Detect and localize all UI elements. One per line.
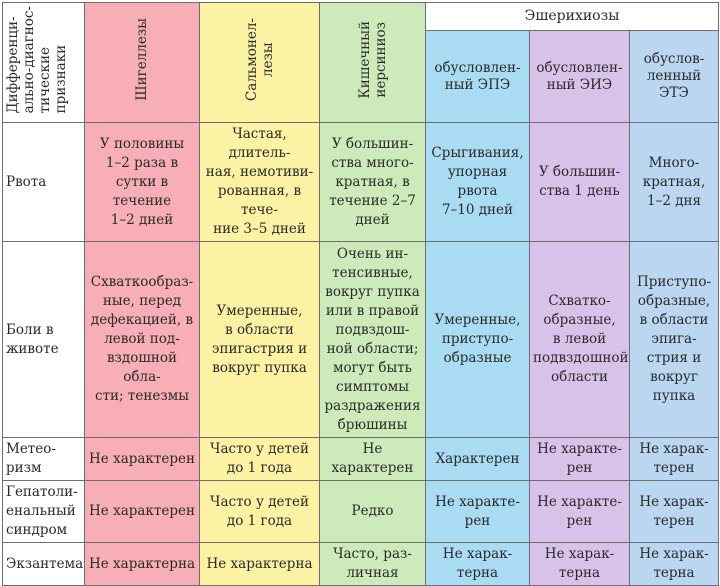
header-yersinia — [320, 3, 426, 123]
cell-ete: Не харак- терен — [630, 438, 719, 481]
cell-eie: Не харак- терна — [530, 543, 630, 586]
header-criteria — [3, 3, 85, 123]
cell-shigella: Не характерна — [85, 543, 200, 586]
header-yersinia-label: Кишечный иерсиниоз — [356, 20, 389, 99]
cell-yersinia: Не характерен — [320, 438, 426, 481]
cell-shigella: Схваткообраз- ные, перед дефекацией, в левой под- вздошной обла- сти; тенезмы — [85, 242, 200, 438]
table-row — [3, 242, 719, 438]
cell-ete: Не харак- терна — [630, 543, 719, 586]
cell-yersinia: У большин- ства много- кратная, в течение 2–7 дней — [320, 123, 426, 242]
cell-ete: Много- кратная, 1–2 дня — [630, 123, 719, 242]
header-shigella — [85, 3, 200, 123]
cell-epe: Умеренные, приступо- образные — [426, 242, 530, 438]
cell-epe: Характерен — [426, 438, 530, 481]
cell-ete: Приступо- образные, в области эпига- стрия и вокруг пупка — [630, 242, 719, 438]
header-epe: обусловлен- ный ЭПЭ — [426, 30, 530, 122]
cell-eie: Не характе- рен — [530, 481, 630, 543]
header-salmonella-label: Сальмонел- лезы — [243, 18, 276, 102]
row-label-hepatolienal: Гепатоли- енальный синдром — [3, 481, 85, 543]
cell-salmonella: Умеренные, в области эпигастрия и вокруг пупка — [200, 242, 320, 438]
cell-yersinia: Очень ин- тенсивные, вокруг пупка или в правой подвздош- ной области; могут быть симптомы раздражения брюшины — [320, 242, 426, 438]
row-label-meteorism: Метео- ризм — [3, 438, 85, 481]
row-label-abdominal-pain: Боли в животе — [3, 242, 85, 438]
table-row — [3, 543, 719, 586]
cell-shigella: У половины 1–2 раза в сутки в течение 1–2 дней — [85, 123, 200, 242]
cell-salmonella: Не характерна — [200, 543, 320, 586]
header-shigella-label: Шигеллезы — [134, 18, 150, 102]
header-row-top — [3, 3, 719, 31]
header-salmonella — [200, 3, 320, 123]
header-escherichia-group: Эшерихиозы — [426, 3, 719, 31]
differential-diagnosis-table — [2, 2, 719, 586]
header-eie: обусловлен- ный ЭИЭ — [530, 30, 630, 122]
header-criteria-label: Дифференци- ально-диагнос- тические признаки — [5, 6, 69, 114]
cell-salmonella: Частая, длитель- ная, немотиви- рованная, в тече- ние 3–5 дней — [200, 123, 320, 242]
header-ete: обуслов- ленный ЭТЭ — [630, 30, 719, 122]
table-row — [3, 123, 719, 242]
row-label-vomiting: Рвота — [3, 123, 85, 242]
cell-salmonella: Часто у детей до 1 года — [200, 438, 320, 481]
table-row — [3, 438, 719, 481]
cell-yersinia: Редко — [320, 481, 426, 543]
row-label-exanthema: Экзантема — [3, 543, 85, 586]
cell-eie: У большин- ства 1 день — [530, 123, 630, 242]
cell-shigella: Не характерен — [85, 481, 200, 543]
cell-eie: Не характе- рен — [530, 438, 630, 481]
cell-ete: Не харак- терен — [630, 481, 719, 543]
cell-epe: Срыгивания, упорная рвота 7–10 дней — [426, 123, 530, 242]
cell-epe: Не характе- рен — [426, 481, 530, 543]
table-row — [3, 481, 719, 543]
cell-shigella: Не характерен — [85, 438, 200, 481]
cell-eie: Схватко- образные, в левой подвздошной области — [530, 242, 630, 438]
cell-epe: Не харак- терна — [426, 543, 530, 586]
cell-salmonella: Часто у детей до 1 года — [200, 481, 320, 543]
cell-yersinia: Часто, раз- личная — [320, 543, 426, 586]
